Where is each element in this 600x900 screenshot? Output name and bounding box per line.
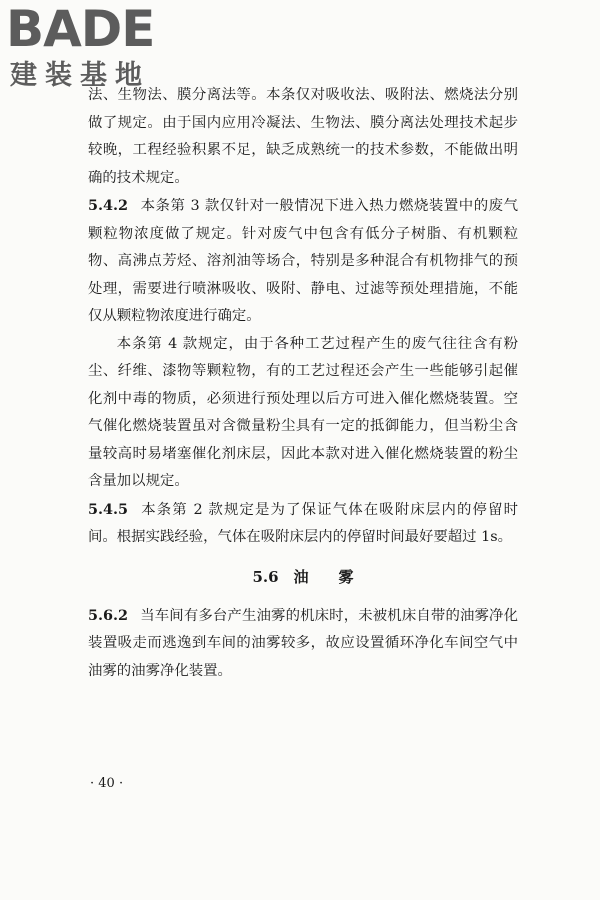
paragraph-5-6-2: [88, 602, 518, 686]
clause-number: 5.4.5: [88, 500, 129, 518]
paragraph-continued: [88, 82, 518, 192]
paragraph-5-4-5: [88, 496, 518, 552]
page-number: · 40 ·: [90, 776, 124, 791]
document-body: [88, 82, 518, 685]
paragraph-text: 法、生物法、膜分离法等。本条仅对吸收法、吸附法、燃烧法分别做了规定。由于国内应用冷凝法、生物法、膜分离法处理技术起步较晚，工程经验积累不足，缺乏成熟统一的技术参数，不能做出明确的技术规定。: [88, 87, 518, 186]
paragraph-clause-4: [88, 331, 518, 496]
paragraph-text: 当车间有多台产生油雾的机床时，未被机床自带的油雾净化装置吸走而逃逸到车间的油雾较多，故应设置循环净化车间空气中油雾的油雾净化装置。: [88, 607, 518, 679]
paragraph-5-4-2: [88, 192, 518, 331]
clause-number: 5.6.2: [88, 606, 129, 624]
logo-subtitle: 建装基地: [10, 60, 150, 91]
paragraph-text: 本条第 3 款仅针对一般情况下进入热力燃烧装置中的废气颗粒物浓度做了规定。针对废气中包含有低分子树脂、有机颗粒物、高沸点芳烃、溶剂油等场合，特别是多种混合有机物排气的预处理，需要进行喷淋吸收、吸附、静电、过滤等预处理措施，不能仅从颗粒物浓度进行确定。: [88, 198, 518, 324]
paragraph-text: 本条第 4 款规定，由于各种工艺过程产生的废气往往含有粉尘、纤维、漆物等颗粒物，有的工艺过程还会产生一些能够引起催化剂中毒的物质，必须进行预处理以后方可进入催化燃烧装置。空气催化燃烧装置虽对含微量粉尘具有一定的抵御能力，但当粉尘含量较高时易堵塞催化剂床层，因此本款对进入催化燃烧装置的粉尘含量加以规定。: [88, 335, 518, 489]
paragraph-text: 本条第 2 款规定是为了保证气体在吸附床层内的停留时间。根据实践经验，气体在吸附床层内的停留时间最好要超过 1s。: [88, 501, 518, 545]
clause-number: 5.4.2: [88, 197, 129, 214]
logo-brand: BADE: [6, 0, 155, 58]
logo: [4, 2, 179, 94]
section-heading: 5.6 油 雾: [252, 567, 354, 586]
